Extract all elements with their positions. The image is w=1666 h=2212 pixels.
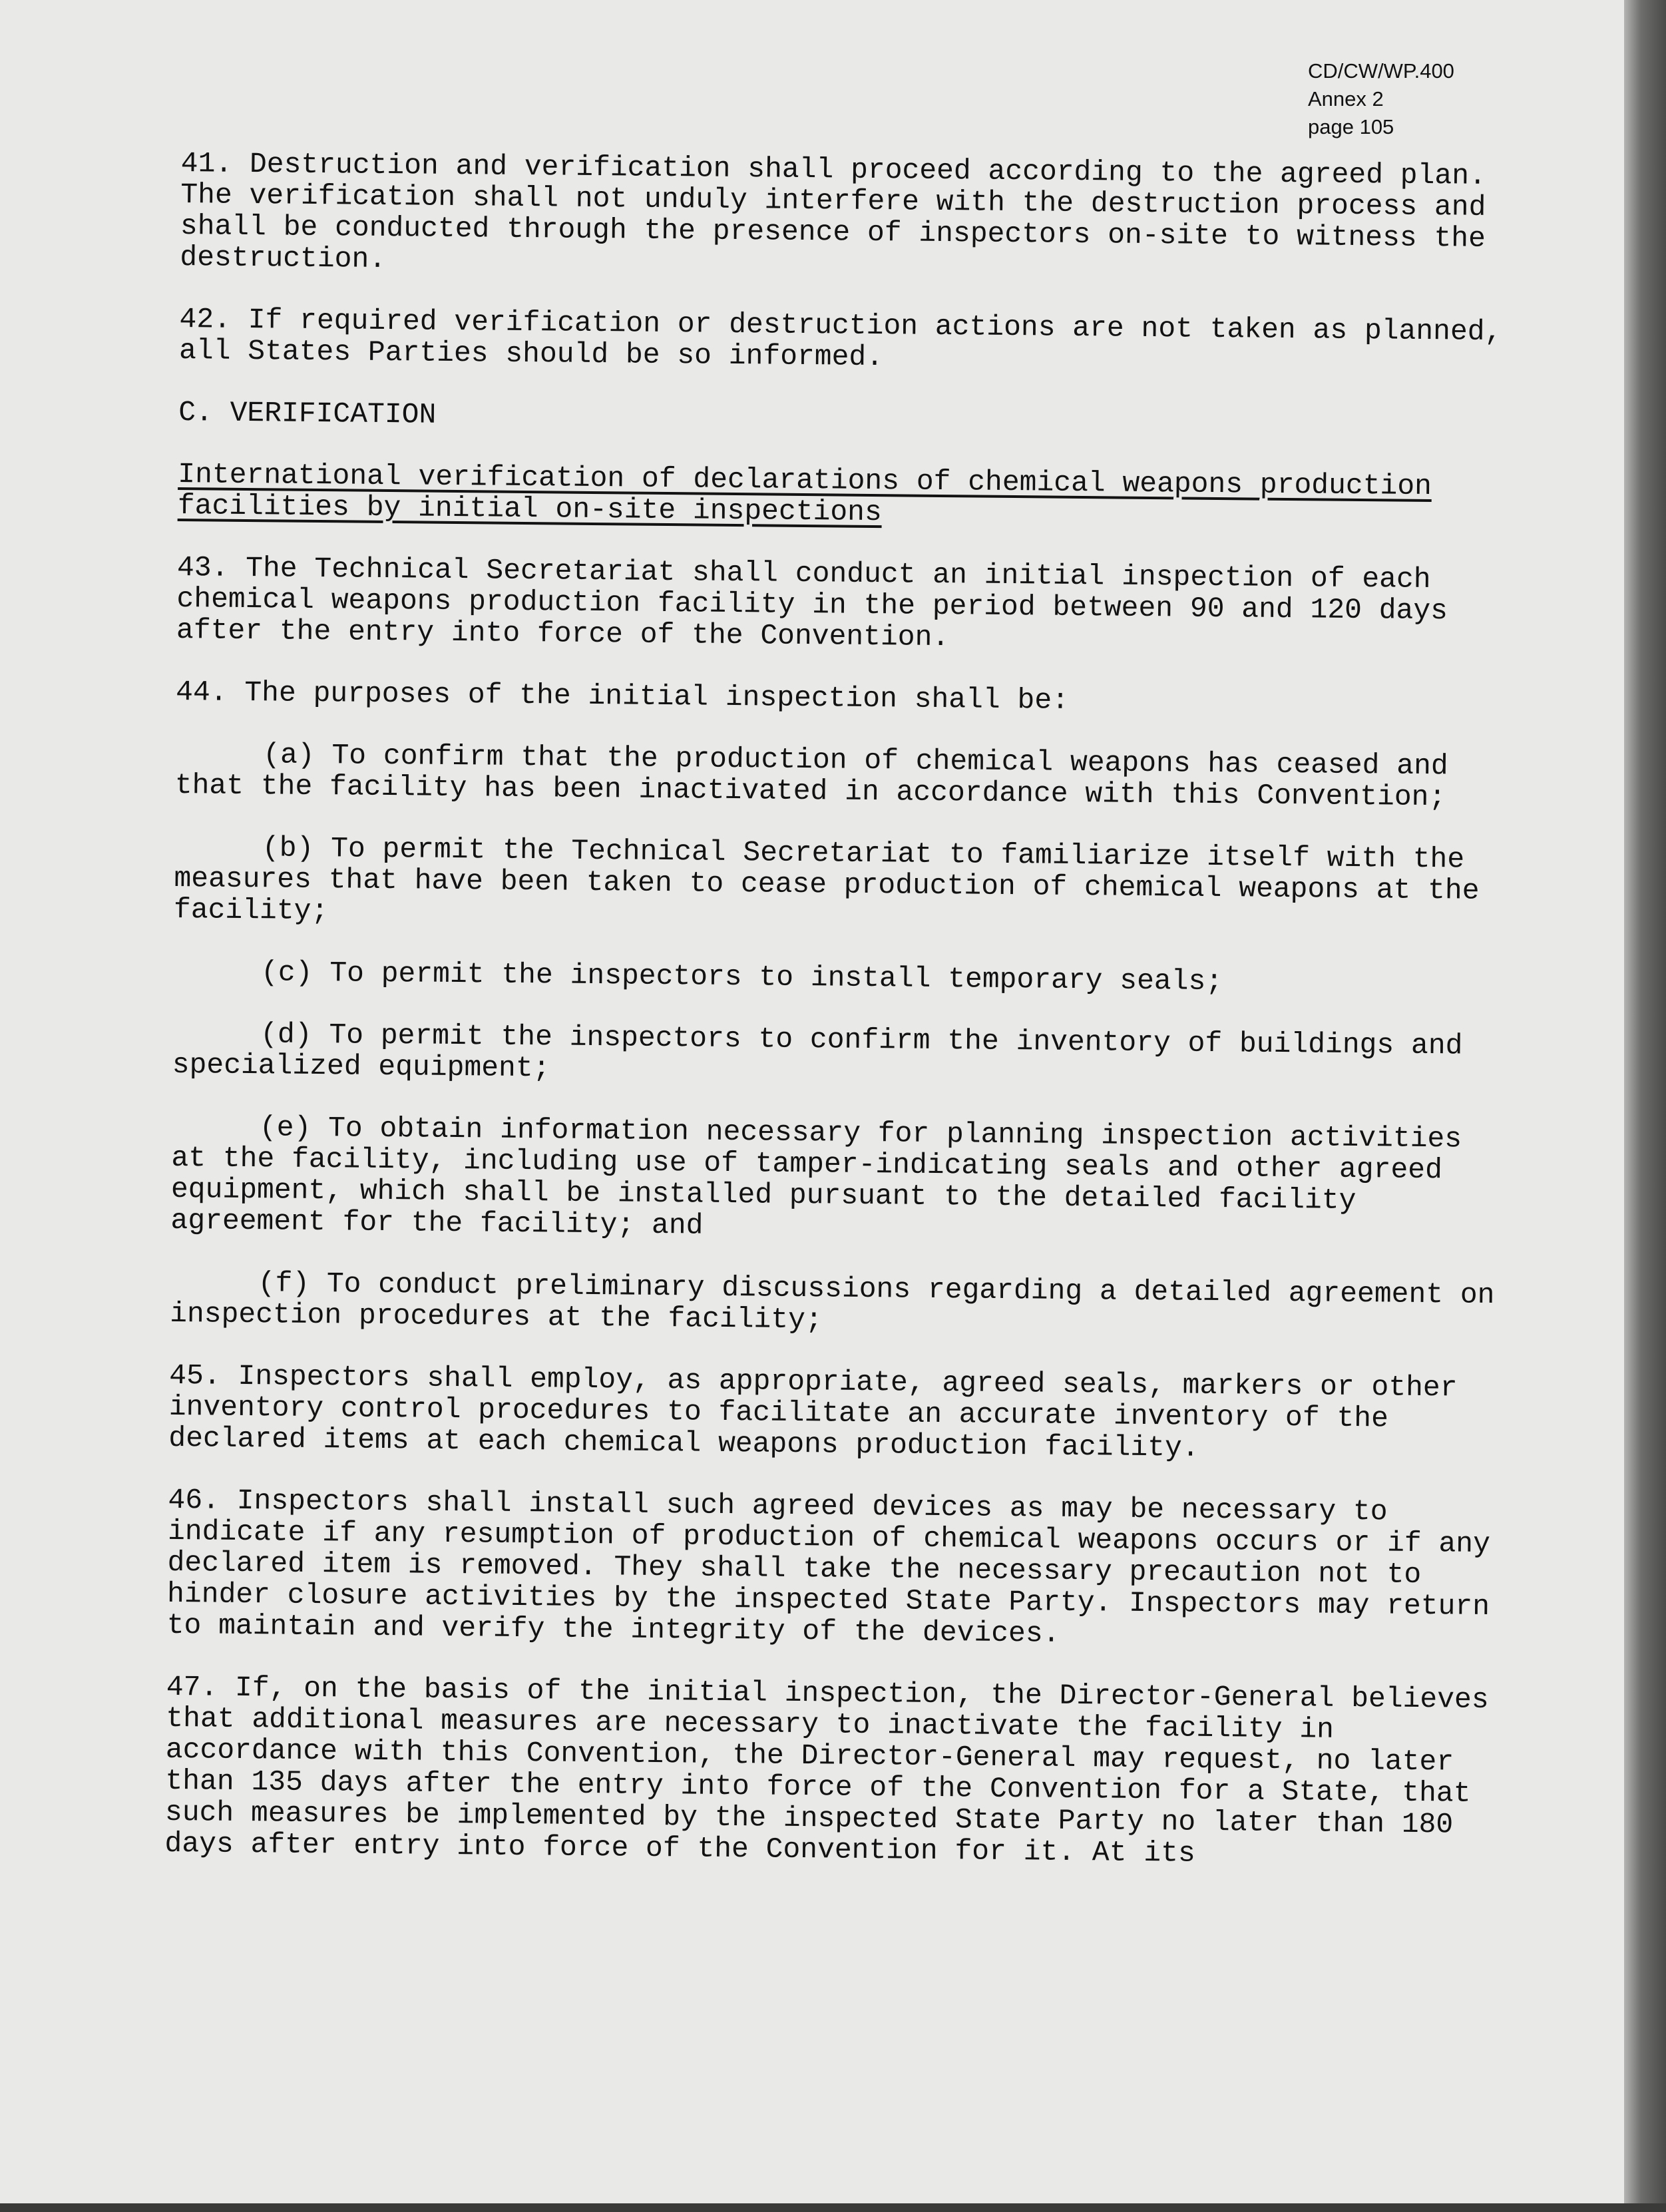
page-edge-shadow (1624, 0, 1666, 2212)
paragraph-43: 43. The Technical Secretariat shall conduct an initial inspection of each chemical weapons production facility in the period between 90 and 120 days after the entry into force of the Convention. (176, 551, 1448, 654)
paragraph-41: 41. Destruction and verification shall proceed according to the agreed plan. The verification shall not unduly interfere with the destruction process and shall be conducted through the presence of inspectors on-site to witness the destruction. (180, 147, 1487, 276)
paragraph-45: 45. Inspectors shall employ, as appropriate, agreed seals, markers or other inventory control procedures to facilitate an accurate inventory of the declared items at each chemical weapons production facility. (168, 1359, 1458, 1464)
paragraph-44d: (d) To permit the inspectors to confirm the inventory of buildings and specialized equipment; (172, 1018, 1463, 1085)
annex-label: Annex 2 (1308, 87, 1384, 111)
paragraph-44f: (f) To conduct preliminary discussions regarding a detailed agreement on inspection procedures at the facility; (169, 1267, 1495, 1337)
paragraph-44: 44. The purposes of the initial inspection shall be: (175, 675, 1070, 717)
paragraph-44e: (e) To obtain information necessary for planning inspection activities at the facility, including use of tamper-indicating seals and other agreed equipment, which shall be installed pursuant to the detailed facility agreement for the facility; and (170, 1111, 1462, 1242)
document-header (1308, 57, 1454, 141)
paragraph-47: 47. If, on the basis of the initial inspection, the Director-General believes that additional measures are necessary to inactivate the facility in accordance with this Convention, the Director-General may request, no later than 135 days after the entry into force of the Convention for a State, that such measures be implemented by the inspected State Party no later than 180 days after entry into force of the Convention for it. At its (164, 1670, 1489, 1870)
paragraph-46: 46. Inspectors shall install such agreed devices as may be necessary to indicate if any resumption of production of chemical weapons occurs or if any declared item is removed. They shall take the necessary precaution not to hinder closure activities by the inspected State Party. Inspectors may return to maintain and verify the integrity of the devices. (166, 1483, 1491, 1650)
document-reference: CD/CW/WP.400 (1308, 59, 1454, 83)
paragraph-44a: (a) To confirm that the production of chemical weapons has ceased and that the facility has been inactivated in accordance with this Convention; (174, 738, 1448, 814)
section-heading-verification: C. VERIFICATION (178, 395, 437, 431)
paragraph-44c: (c) To permit the inspectors to install temporary seals; (260, 956, 1223, 998)
subsection-heading: International verification of declarations of chemical weapons production facilities by initial on-site inspections (177, 457, 1432, 529)
page-number: page 105 (1308, 115, 1394, 138)
scan-bottom-border (0, 2203, 1666, 2212)
document-body (164, 148, 1519, 1902)
paragraph-44b: (b) To permit the Technical Secretariat to familiarize itself with the measures that have been taken to cease production of chemical weapons at the facility; (173, 831, 1480, 928)
paragraph-42: 42. If required verification or destruction actions are not taken as planned, all States Parties should be so informed. (178, 302, 1502, 374)
